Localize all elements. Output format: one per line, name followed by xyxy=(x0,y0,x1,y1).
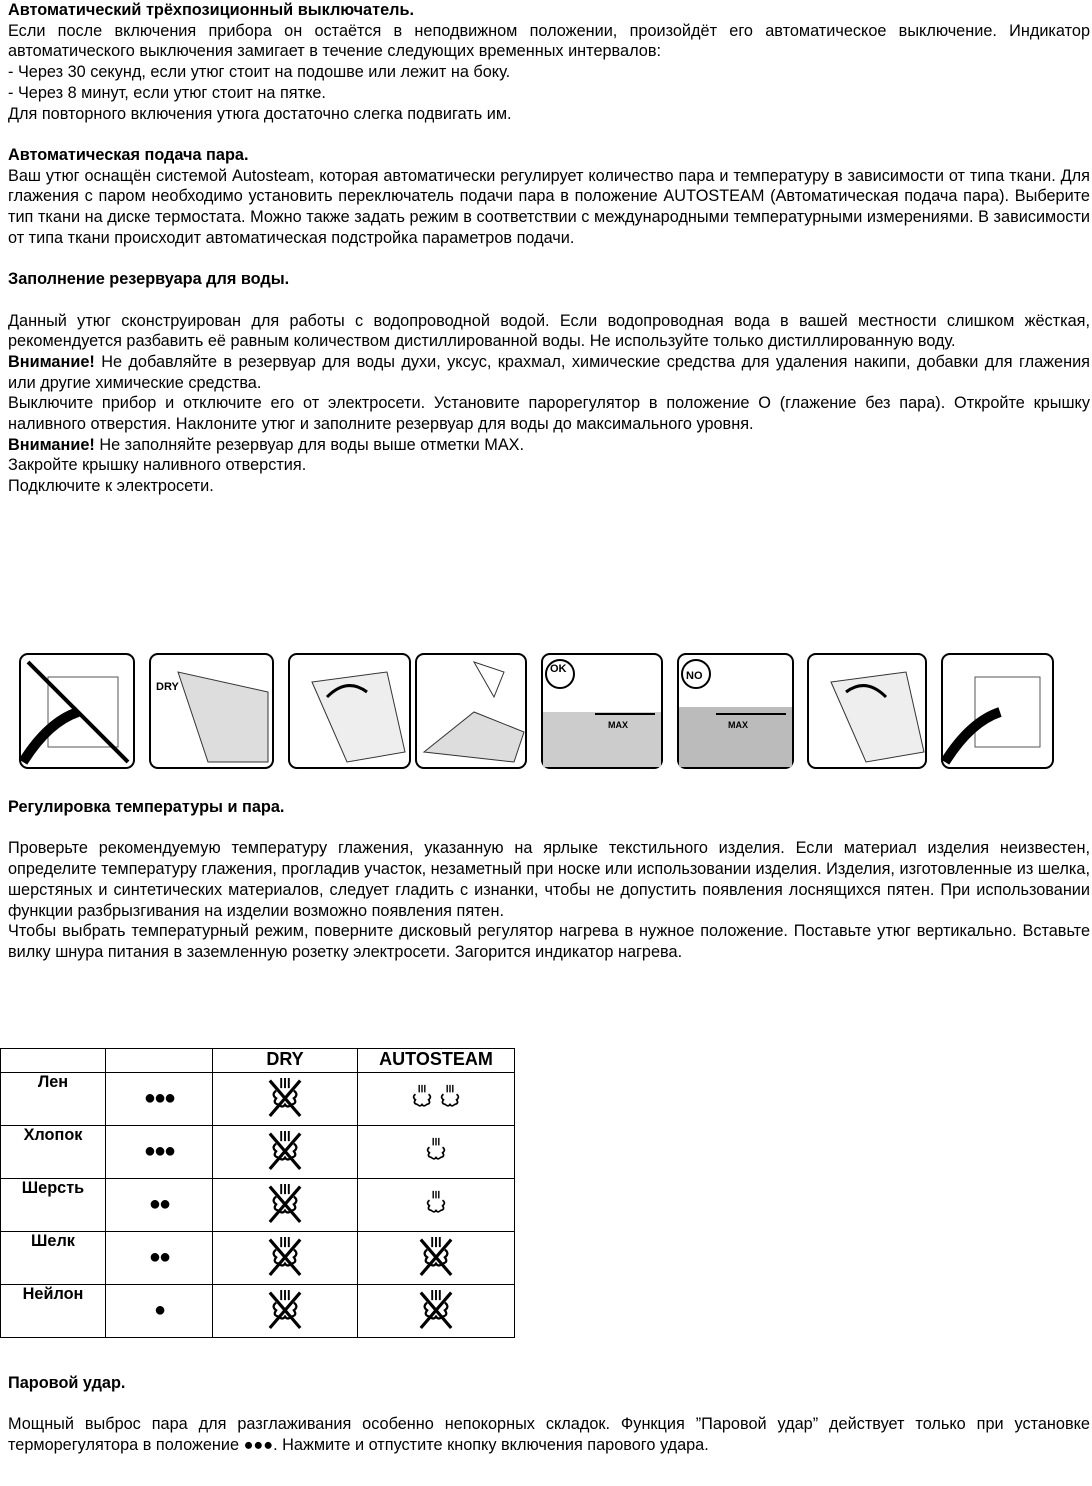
dry-cell xyxy=(213,1073,358,1126)
paragraph: - Через 30 секунд, если утюг стоит на подошве или лежит на боку. xyxy=(8,63,511,82)
no-steam-icon xyxy=(266,1233,304,1279)
document-top xyxy=(8,0,1090,497)
table-row xyxy=(1,1232,515,1285)
steam-icon xyxy=(422,1156,450,1174)
unplug-illustration xyxy=(18,652,136,770)
temperature-dots: ●● xyxy=(106,1179,213,1232)
table-row xyxy=(1,1073,515,1126)
autosteam-cell xyxy=(358,1232,515,1285)
fabric-cell: Лен xyxy=(1,1073,106,1126)
no-steam-icon xyxy=(417,1286,455,1332)
fill-water-illustration xyxy=(414,652,528,770)
fabric-cell: Шелк xyxy=(1,1232,106,1285)
table-row xyxy=(1,1179,515,1232)
autosteam-cell xyxy=(358,1179,515,1232)
steam-icon xyxy=(422,1209,450,1227)
paragraph: Подключите к электросети. xyxy=(8,477,214,496)
temperature-dots: ●●● xyxy=(106,1126,213,1179)
steam-icon xyxy=(408,1103,464,1121)
section-title: Паровой удар. xyxy=(8,1374,126,1392)
dry-cell xyxy=(213,1285,358,1338)
no-steam-icon xyxy=(417,1233,455,1279)
no-steam-icon xyxy=(266,1074,304,1120)
section-title: Автоматический трёхпозиционный выключатель. xyxy=(8,1,415,19)
dry-cell xyxy=(213,1126,358,1179)
paragraph: Мощный выброс пара для разглаживания особенно непокорных складок. Функция ”Паровой удар” действует только при установке терморегулятора в положение ●●●. Нажмите и отпустите кнопку включения парового удара. xyxy=(8,1415,1090,1455)
autosteam-cell xyxy=(358,1285,515,1338)
no-steam-icon xyxy=(266,1127,304,1173)
section-title: Автоматическая подача пара. xyxy=(8,145,249,164)
header-autosteam: AUTOSTEAM xyxy=(358,1049,515,1073)
section-title: Заполнение резервуара для воды. xyxy=(8,270,290,289)
paragraph: Если после включения прибора он остаётся в неподвижном положении, произойдёт его автоматическое выключение. Индикатор автоматического выключения замигает в течение следующих временных интервалов: xyxy=(8,21,1090,61)
paragraph: Ваш утюг оснащён системой Autosteam, которая автоматически регулирует количество пара и температуру в зависимости от типа ткани. Для глажения с паром необходимо установить переключатель подачи пара в положение AUTOSTEAM (Автоматическая подача пара). Выберите тип ткани на диске термостата. Можно также задать режим в соответствии с международными температурными измерениями. В зависимости от типа ткани происходит автоматическая подстройка параметров подачи. xyxy=(8,166,1090,247)
dry-cell xyxy=(213,1179,358,1232)
temperature-dots: ● xyxy=(106,1285,213,1338)
dry-cell xyxy=(213,1232,358,1285)
paragraph: - Через 8 минут, если утюг стоит на пятке. xyxy=(8,83,326,102)
close-cap-illustration xyxy=(806,652,928,770)
paragraph: Чтобы выбрать температурный режим, поверните дисковый регулятор нагрева в нужное положение. Поставьте утюг вертикально. Вставьте вилку шнура питания в заземленную розетку электросети. Загорится индикатор нагрева. xyxy=(8,922,1090,961)
paragraph xyxy=(8,352,1090,393)
warning-label: Внимание! xyxy=(8,435,95,454)
autosteam-cell xyxy=(358,1073,515,1126)
open-cap-illustration xyxy=(287,652,412,770)
max-no-illustration xyxy=(676,652,795,770)
paragraph xyxy=(8,435,1090,456)
paragraph: Выключите прибор и отключите его от электросети. Установите парорегулятор в положение O (глажение без пара). Откройте крышку наливного отверстия. Наклоните утюг и заполните резервуар для воды до максимального уровня. xyxy=(8,394,1090,434)
paragraph: Для повторного включения утюга достаточно слегка подвигать им. xyxy=(8,104,512,123)
warning-text: Не добавляйте в резервуар для воды духи, уксус, крахмал, химические средства для удаления накипи, добавки для глажения или другие химические средства. xyxy=(8,352,1090,392)
svg-text:MAX: MAX xyxy=(608,720,628,730)
header-cell xyxy=(106,1049,213,1073)
dry-setting-illustration xyxy=(148,652,275,770)
header-dry: DRY xyxy=(213,1049,358,1073)
svg-text:DRY: DRY xyxy=(156,681,179,693)
max-ok-illustration xyxy=(540,652,664,770)
svg-text:NO: NO xyxy=(686,670,703,682)
fabric-cell: Нейлон xyxy=(1,1285,106,1338)
paragraph: Проверьте рекомендуемую температуру глажения, указанную на ярлыке текстильного изделия. Если материал изделия неизвестен, определите температуру глажения, прогладив участок, незаметный при носке или использовании изделия. Изделия, изготовленные из шелка, шерстяных и синтетических материалов, следует гладить с изнанки, чтобы не допустить появления лоснящихся пятен. При использовании функции разбрызгивания на изделии возможно появления пятен. xyxy=(8,839,1090,920)
table-row xyxy=(1,1126,515,1179)
warning-label: Внимание! xyxy=(8,352,95,371)
paragraph: Закройте крышку наливного отверстия. xyxy=(8,456,307,475)
temperature-dots: ●●● xyxy=(106,1073,213,1126)
fabric-cell: Хлопок xyxy=(1,1126,106,1179)
no-steam-icon xyxy=(266,1180,304,1226)
no-steam-icon xyxy=(266,1286,304,1332)
filling-illustrations xyxy=(0,652,1092,772)
header-cell xyxy=(1,1049,106,1073)
section-title: Регулировка температуры и пара. xyxy=(8,798,285,816)
steam-shot-section xyxy=(8,1373,1090,1456)
temperature-section xyxy=(8,797,1090,963)
settings-table xyxy=(0,1048,515,1338)
svg-text:OK: OK xyxy=(550,663,567,675)
fabric-cell: Шерсть xyxy=(1,1179,106,1232)
autosteam-cell xyxy=(358,1126,515,1179)
paragraph: Данный утюг сконструирован для работы с водопроводной водой. Если водопроводная вода в вашей местности слишком жёсткая, рекомендуется разбавить её равным количеством дистиллированной воды. Не используйте только дистиллированную воду. xyxy=(8,311,1090,351)
table-header-row xyxy=(1,1049,515,1073)
svg-text:MAX: MAX xyxy=(728,720,748,730)
warning-text: Не заполняйте резервуар для воды выше отметки MAX. xyxy=(94,435,525,454)
temperature-dots: ●● xyxy=(106,1232,213,1285)
plug-in-illustration xyxy=(940,652,1055,770)
table-row xyxy=(1,1285,515,1338)
